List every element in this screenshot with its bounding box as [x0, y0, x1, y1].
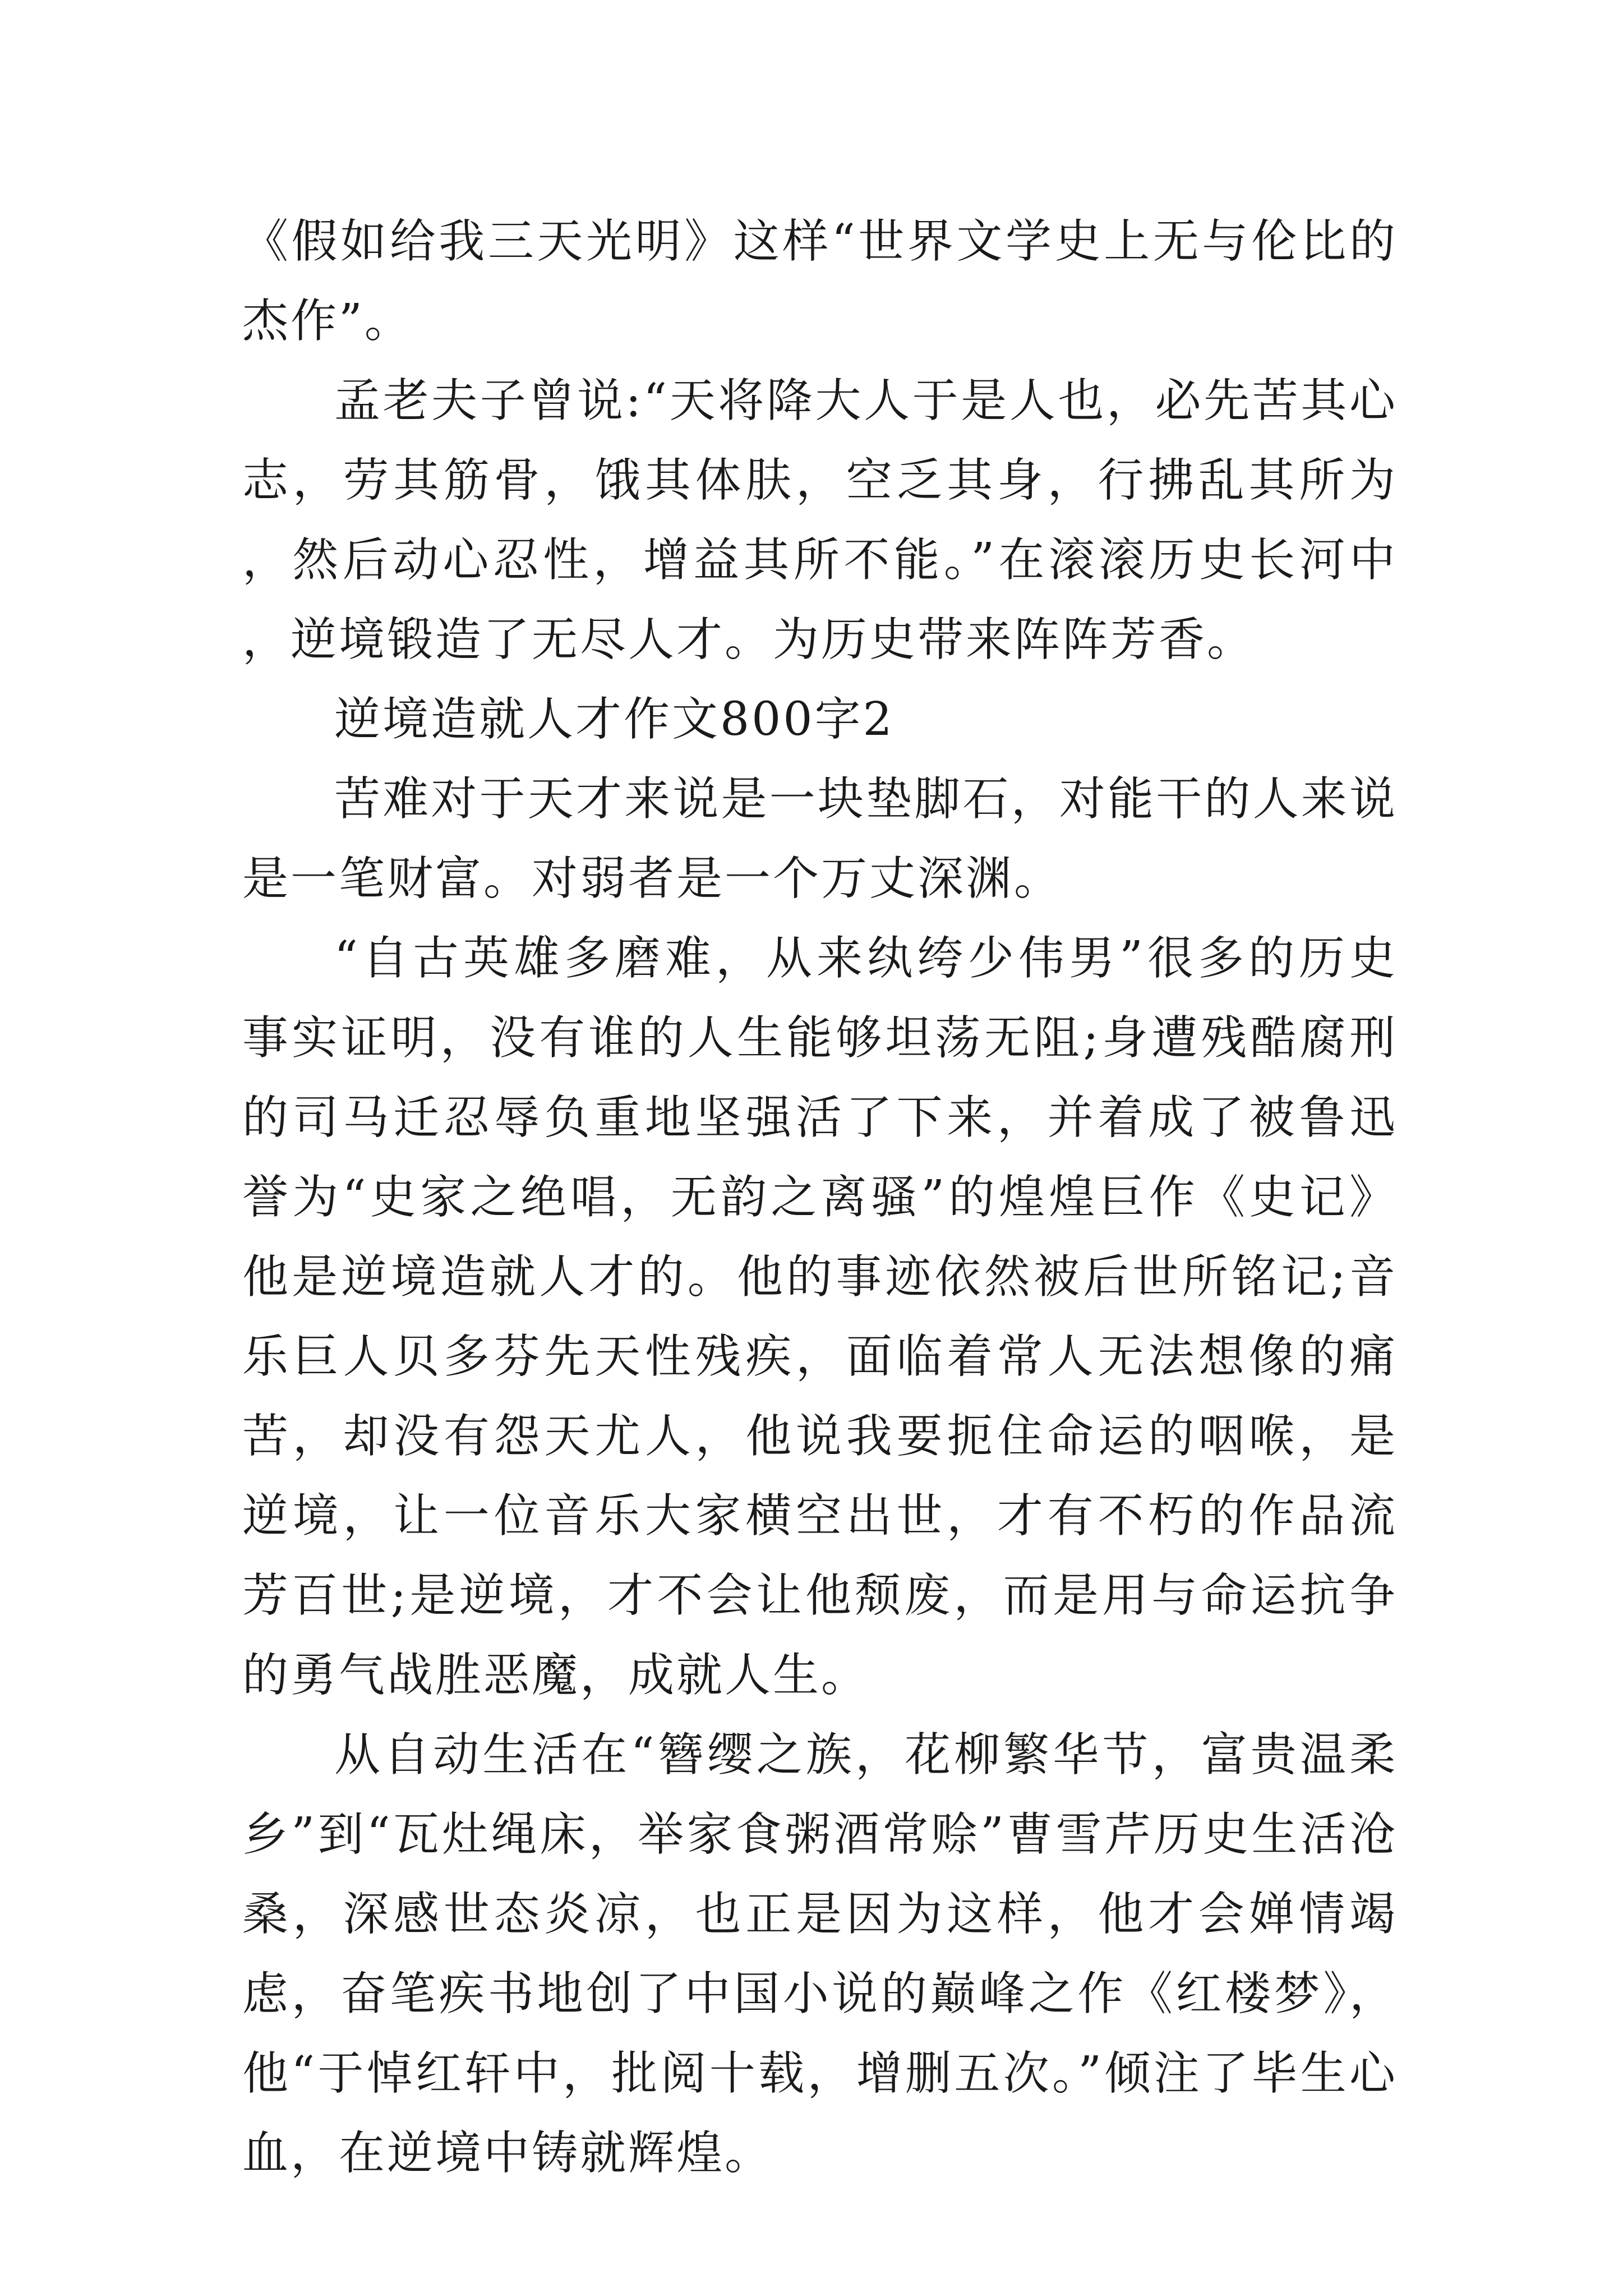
document-body: [242, 202, 1398, 2193]
paragraph: 《假如给我三天光明》这样“世界文学史上无与伦比的杰作”。: [242, 215, 1398, 348]
paragraph: “自古英雄多磨难，从来纨绔少伟男”很多的历史事实证明，没有谁的人生能够坦荡无阻;身遭残酷腐刑的司马迁忍辱负重地坚强活了下来，并着成了被鲁迅誉为“史家之绝唱，无韵之离骚”的煌煌巨作《史记》他是逆境造就人才的。他的事迹依然被后世所铭记;音乐巨人贝多芬先天性残疾，面临着常人无法想像的痛苦，却没有怨天尤人，他说我要扼住命运的咽喉，是逆境，让一位音乐大家横空出世，才有不朽的作品流芳百世;是逆境，才不会让他颓废，而是用与命运抗争的勇气战胜恶魔，成就人生。: [242, 932, 1398, 1702]
paragraph: 从自动生活在“簪缨之族，花柳繁华节，富贵温柔乡”到“瓦灶绳床，举家食粥酒常赊”曹雪芹历史生活沧桑，深感世态炎凉，也正是因为这样，他才会婵情竭虑，奋笔疾书地创了中国小说的巅峰之作《红楼梦》，他“于悼红轩中，批阅十载，增删五次。”倾注了毕生心血，在逆境中铸就辉煌。: [242, 1728, 1398, 2180]
paragraph: 孟老夫子曾说:“天将降大人于是人也，必先苦其心志，劳其筋骨，饿其体肤，空乏其身，行拂乱其所为，然后动心忍性，增益其所不能。”在滚滚历史长河中，逆境锻造了无尽人才。为历史带来阵阵芳香。: [242, 374, 1398, 666]
paragraph: 苦难对于天才来说是一块垫脚石，对能干的人来说是一笔财富。对弱者是一个万丈深渊。: [242, 772, 1398, 905]
section-heading: 逆境造就人才作文800字2: [334, 693, 895, 746]
